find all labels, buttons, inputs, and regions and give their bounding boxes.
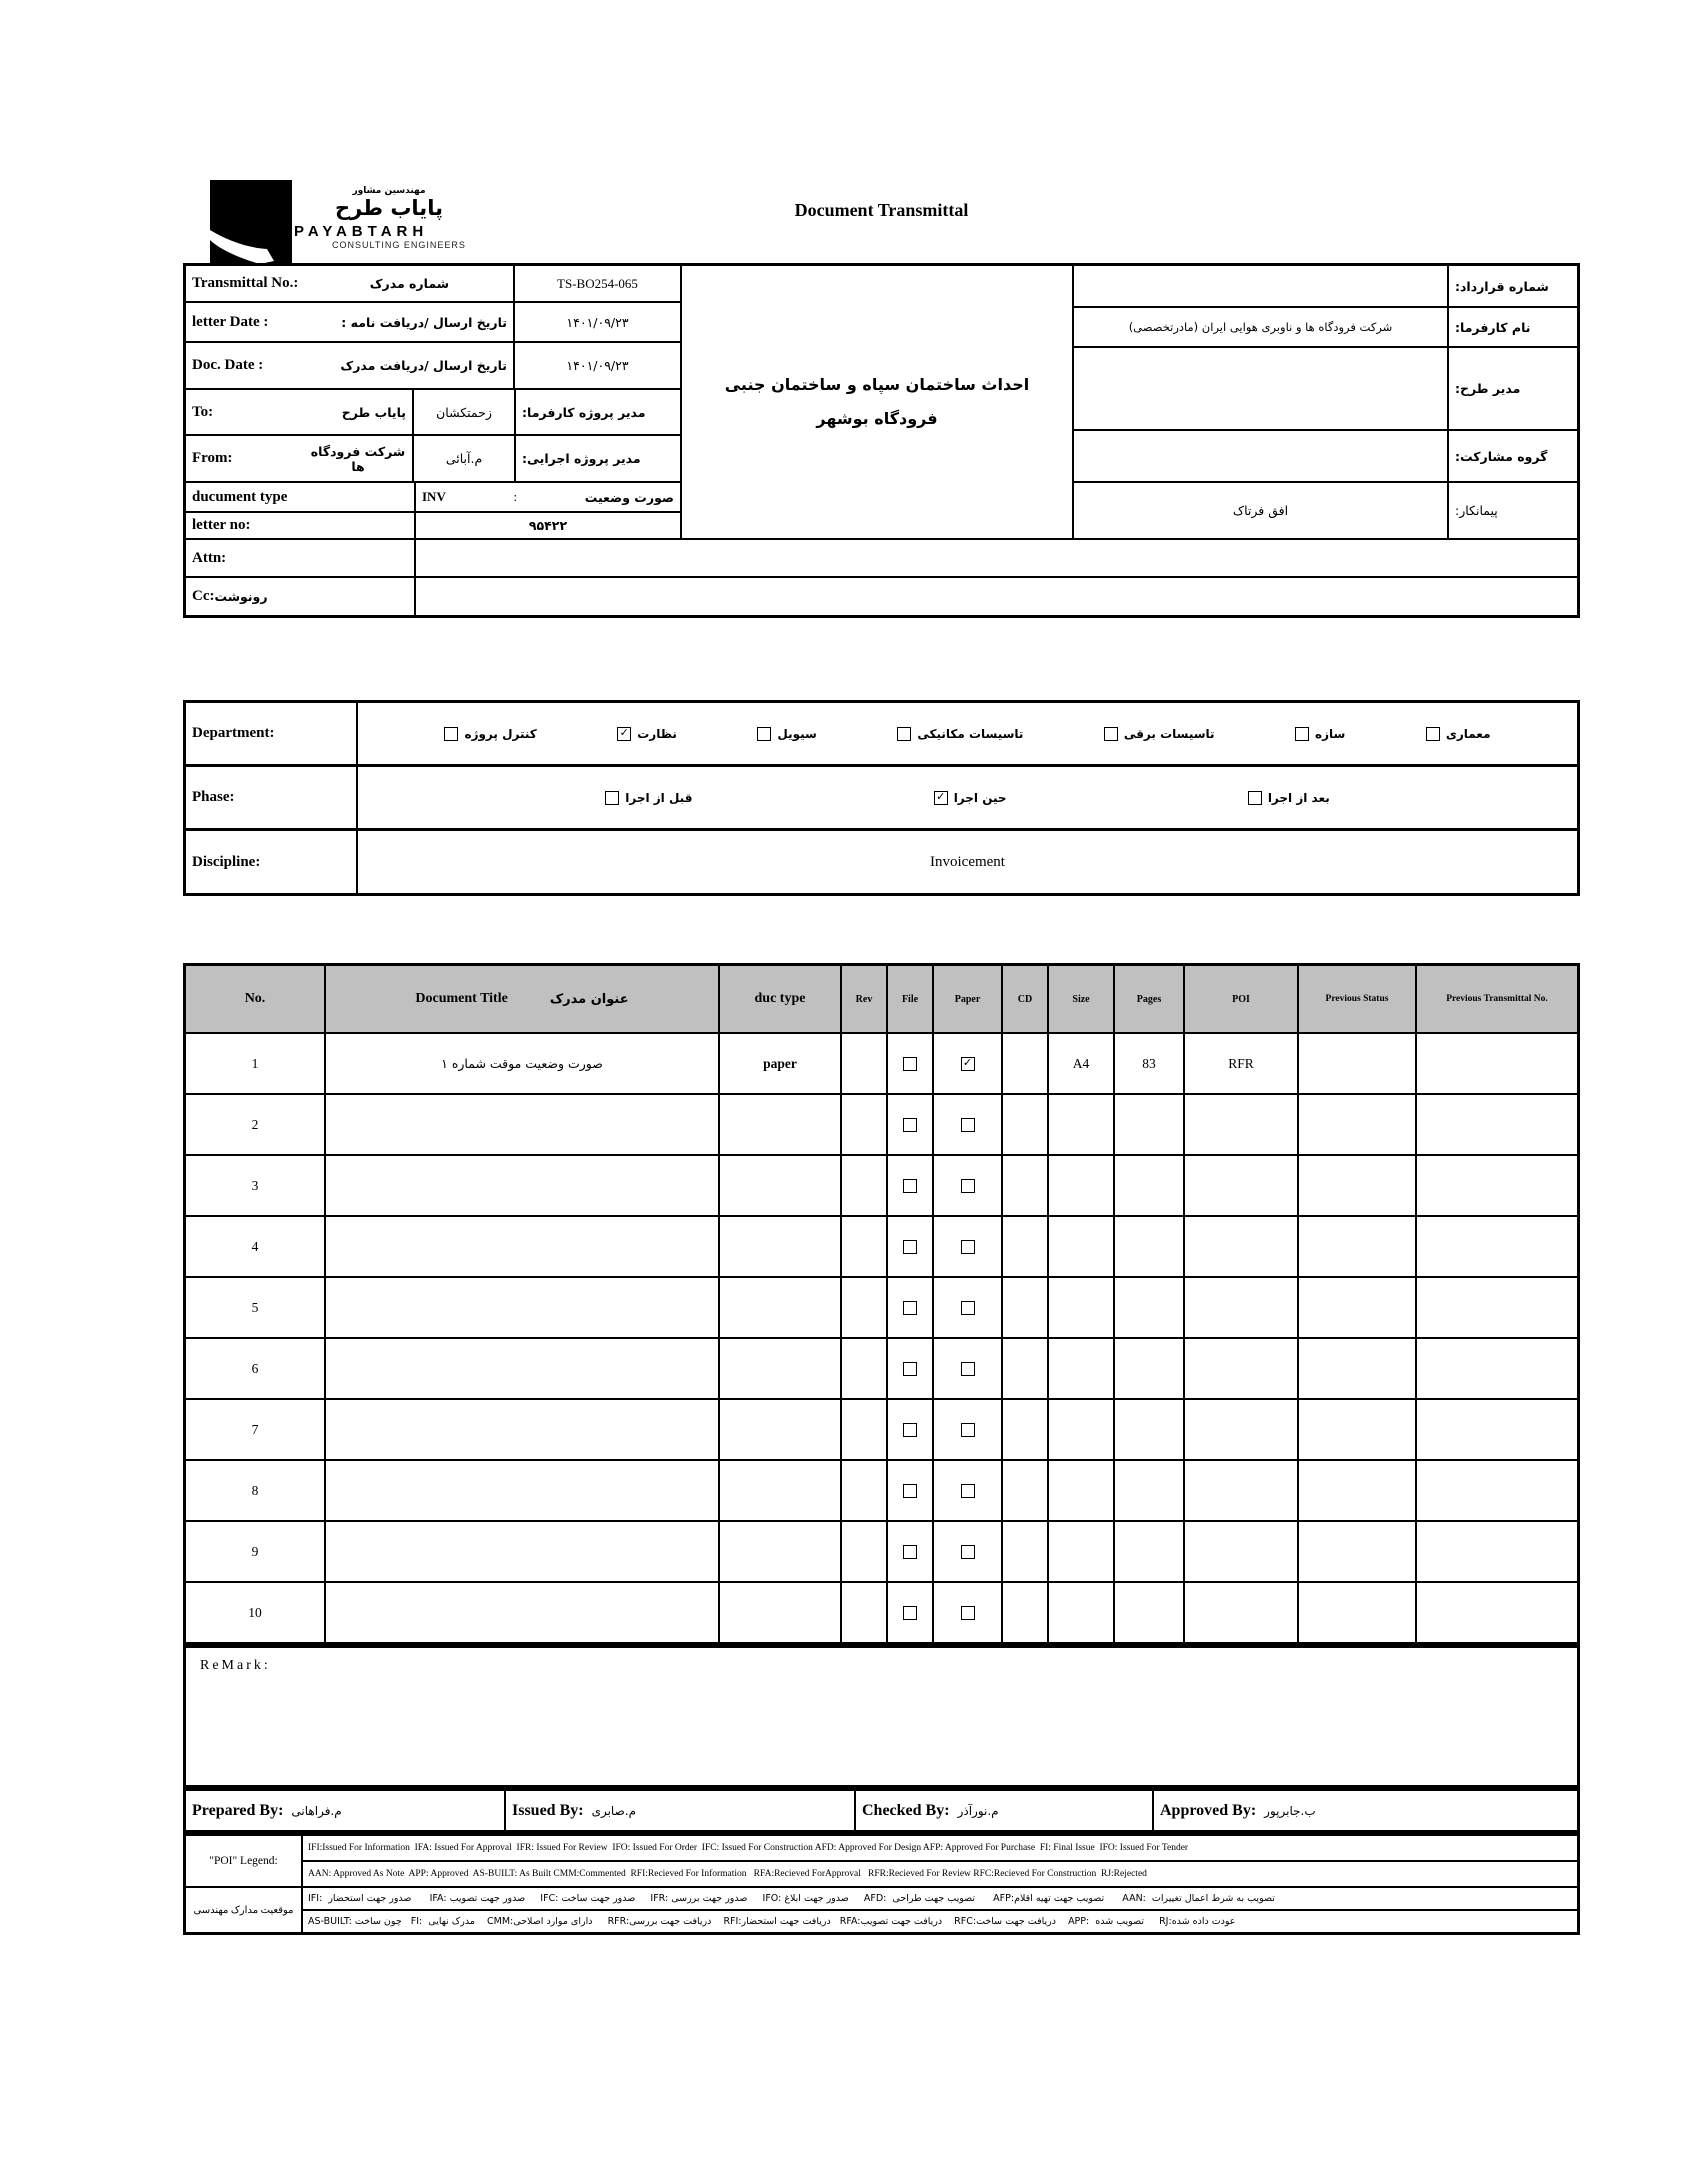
row-title: صورت وضعیت موقت شماره ۱: [326, 1034, 718, 1093]
department-checkbox-architecture[interactable]: [1426, 727, 1440, 741]
letter-date-label-en: letter Date :: [192, 313, 269, 330]
phase-item-after-execution: بعد از اجرا: [1248, 791, 1330, 805]
doc-date-value: ۱۴۰۱/۰۹/۲۳: [515, 343, 680, 388]
department-label: Department:: [192, 725, 275, 741]
table-row-8: [186, 1461, 1577, 1520]
prepared-by-cell: Prepared By: م.فراهانی: [186, 1791, 504, 1830]
attn-value: [416, 540, 1577, 576]
checked-by-cell: Checked By: م.نورآذر: [856, 1791, 1152, 1830]
document-table: [183, 963, 1580, 1645]
file-checkbox[interactable]: [903, 1484, 917, 1498]
issued-by-cell: Issued By: م.صابری: [506, 1791, 854, 1830]
contractor-value: افق فرتاک: [1074, 483, 1447, 538]
document-type-row: [186, 483, 680, 511]
phase-checkbox-after-execution[interactable]: [1248, 791, 1262, 805]
department-item-supervision: ✓ نظارت: [617, 727, 677, 741]
letter-no-label: letter no:: [192, 517, 251, 533]
table-row-6: [186, 1339, 1577, 1398]
client-name-label: نام کارفرما:: [1449, 308, 1577, 346]
issued-by-name: م.صابری: [591, 1803, 637, 1818]
row-title: [326, 1461, 718, 1520]
department-checkbox-mechanical[interactable]: [897, 727, 911, 741]
department-item-mechanical: تاسیسات مکانیکی: [897, 727, 1023, 741]
from-value: شرکت فرودگاه ها: [310, 443, 406, 474]
row-no: 10: [186, 1583, 324, 1642]
document-type-value-fa: صورت وضعیت: [584, 489, 674, 505]
paper-checkbox[interactable]: [961, 1484, 975, 1498]
paper-checkbox[interactable]: [961, 1057, 975, 1071]
header-pages: Pages: [1115, 966, 1183, 1032]
row-title: [326, 1522, 718, 1581]
table-row-5: [186, 1278, 1577, 1337]
file-checkbox[interactable]: [903, 1179, 917, 1193]
department-item-control-project: کنترل پروژه: [444, 727, 536, 741]
department-checkbox-structure[interactable]: [1295, 727, 1309, 741]
document-table-header: [186, 966, 1577, 1032]
document-type-separator: :: [513, 489, 518, 504]
paper-checkbox[interactable]: [961, 1240, 975, 1254]
row-rev: [842, 1034, 886, 1093]
table-row-10: [186, 1583, 1577, 1642]
to-label: To:: [192, 403, 214, 420]
contract-no-label: شماره قرارداد:: [1449, 266, 1577, 306]
jv-group-row: [1074, 431, 1577, 481]
letter-no-row: [186, 513, 680, 538]
legend-table: [183, 1833, 1580, 1935]
row-cd: [1003, 1034, 1047, 1093]
department-item-structure: سازه: [1295, 727, 1345, 741]
paper-checkbox[interactable]: [961, 1423, 975, 1437]
row-no: 4: [186, 1217, 324, 1276]
row-title: [326, 1217, 718, 1276]
file-checkbox[interactable]: [903, 1057, 917, 1071]
doc-date-row: [186, 343, 680, 388]
design-manager-value: [1074, 348, 1447, 429]
paper-checkbox[interactable]: [961, 1179, 975, 1193]
department-item-electrical: تاسیسات برقی: [1104, 727, 1215, 741]
legend-persian-line-1: IFI: صدور جهت استحضار IFA: صدور جهت تصویب IFC: صدور جهت ساخت IFR: صدور جهت بررسی IFO: صدور جهت ابلاغ AFD: تصویب جهت طراحی AFP:تصویب جهت تهیه اقلام AAN: تصویب به شرط اعمال تغییرات: [303, 1888, 1577, 1909]
row-title: [326, 1400, 718, 1459]
department-row: [186, 703, 1577, 764]
header-size: Size: [1049, 966, 1113, 1032]
exec-pm-label: مدیر پروژه اجرایی:: [516, 436, 680, 481]
letter-date-row: [186, 303, 680, 341]
discipline-row: [186, 831, 1577, 893]
doc-date-label-fa: تاریخ ارسال /دریافت مدرک: [340, 358, 507, 373]
legend-english-line-1: IFI:Issued For Information IFA: Issued For Approval IFR: Issued For Review IFO: Issued For Order IFC: Issued For Construction AFD: Approved For Design AFP: Approved For Purchase FI: Final Issue IFO: Issued For Tender: [303, 1836, 1577, 1860]
payabtarh-logo-icon: [210, 180, 292, 266]
paper-checkbox[interactable]: [961, 1118, 975, 1132]
file-checkbox[interactable]: [903, 1606, 917, 1620]
project-title: احداث ساختمان سپاه و ساختمان جنبی فرودگاه بوشهر: [682, 266, 1072, 538]
letter-date-value: ۱۴۰۱/۰۹/۲۳: [515, 303, 680, 341]
transmittal-no-label-en: Transmittal No.:: [192, 275, 299, 291]
row-no: 9: [186, 1522, 324, 1581]
row-no: 6: [186, 1339, 324, 1398]
row-prev-transmittal: [1417, 1034, 1577, 1093]
cc-row: [186, 578, 1577, 615]
poi-legend-label: "POI" Legend:: [186, 1836, 301, 1886]
document-type-label: ducument type: [192, 488, 288, 505]
header-duc-type: duc type: [720, 966, 840, 1032]
contractor-label: پیمانکار:: [1449, 483, 1577, 538]
table-row-9: [186, 1522, 1577, 1581]
doc-date-label-en: Doc. Date :: [192, 357, 264, 373]
logo: [210, 180, 484, 266]
file-checkbox[interactable]: [903, 1362, 917, 1376]
contractor-row: [1074, 483, 1577, 538]
cc-value: [416, 578, 1577, 615]
contract-no-row: [1074, 266, 1577, 306]
row-duc-type: paper: [720, 1034, 840, 1093]
department-item-civil: سیویل: [757, 727, 816, 741]
row-pages: 83: [1115, 1034, 1183, 1093]
discipline-label: Discipline:: [192, 853, 261, 870]
cc-label: Cc:: [192, 588, 215, 604]
header-poi: POI: [1185, 966, 1297, 1032]
header-paper: Paper: [934, 966, 1001, 1032]
department-checkbox-control-project[interactable]: [444, 727, 458, 741]
row-title: [326, 1095, 718, 1154]
legend-persian-line-2: AS-BUILT: چون ساخت FI: مدرک نهایی CMM:دارای موارد اصلاحی RFR:دریافت جهت بررسی RFI:دریافت جهت استحضار RFA:دریافت جهت تصویب RFC:دریافت جهت ساخت APP: تصویب شده RJ:عودت داده شده: [303, 1911, 1577, 1932]
row-no: 8: [186, 1461, 324, 1520]
phase-label: Phase:: [192, 789, 235, 805]
row-no: 5: [186, 1278, 324, 1337]
file-checkbox[interactable]: [903, 1118, 917, 1132]
header-document-title: Document Title عنوان مدرک: [326, 966, 718, 1032]
approved-by-name: ب.جابرپور: [1264, 1803, 1316, 1818]
remark-box: [183, 1645, 1580, 1788]
department-item-architecture: معماری: [1426, 727, 1491, 741]
table-row-2: [186, 1095, 1577, 1154]
page-title: Document Transmittal: [794, 200, 969, 220]
row-no: 7: [186, 1400, 324, 1459]
row-title: [326, 1583, 718, 1642]
header-cd: CD: [1003, 966, 1047, 1032]
exec-pm-name: م.آبائی: [414, 436, 514, 481]
jv-group-label: گروه مشارکت:: [1449, 431, 1577, 481]
file-checkbox[interactable]: [903, 1423, 917, 1437]
remark-label: ReMark:: [200, 1658, 271, 1673]
phase-checkbox-during-execution[interactable]: [934, 791, 948, 805]
logo-fa-name: پایاب طرح: [335, 196, 443, 220]
row-size: A4: [1049, 1034, 1113, 1093]
transmittal-no-label-fa: شماره مدرک: [369, 276, 449, 291]
client-name-row: [1074, 308, 1577, 346]
row-title: [326, 1156, 718, 1215]
header-file: File: [888, 966, 932, 1032]
phase-item-during-execution: ✓ حین اجرا: [934, 791, 1007, 805]
from-label: From:: [192, 450, 233, 466]
transmittal-no-value: TS-BO254-065: [515, 266, 680, 301]
file-checkbox[interactable]: [903, 1301, 917, 1315]
phase-checkbox-before-execution[interactable]: [605, 791, 619, 805]
discipline-value: Invoicement: [930, 853, 1005, 870]
department-checkbox-electrical[interactable]: [1104, 727, 1118, 741]
letter-date-label-fa: تاریخ ارسال /دریافت نامه :: [341, 314, 507, 330]
to-value: پایاب طرح: [341, 404, 406, 420]
table-row-7: [186, 1400, 1577, 1459]
row-poi: RFR: [1185, 1034, 1297, 1093]
legend-fa-label: موقعیت مدارک مهندسی: [186, 1888, 301, 1932]
row-no: 2: [186, 1095, 324, 1154]
transmittal-info-table: [183, 263, 1580, 618]
checked-by-name: م.نورآذر: [957, 1803, 999, 1818]
to-row: [186, 390, 680, 434]
from-row: [186, 436, 680, 481]
header-previous-transmittal: Previous Transmittal No.: [1417, 966, 1577, 1032]
letter-no-value: ۹۵۴۲۲: [416, 513, 680, 538]
paper-checkbox[interactable]: [961, 1301, 975, 1315]
paper-checkbox[interactable]: [961, 1545, 975, 1559]
paper-checkbox[interactable]: [961, 1606, 975, 1620]
classification-table: [183, 700, 1580, 896]
table-row-1: [186, 1034, 1577, 1093]
department-checkbox-supervision[interactable]: [617, 727, 631, 741]
prepared-by-name: م.فراهانی: [291, 1803, 342, 1818]
jv-group-value: [1074, 431, 1447, 481]
table-row-4: [186, 1217, 1577, 1276]
client-pm-name: زحمتکشان: [414, 390, 514, 434]
file-checkbox[interactable]: [903, 1240, 917, 1254]
phase-item-before-execution: قبل از اجرا: [605, 791, 692, 805]
client-pm-label: مدیر پروژه کارفرما:: [516, 390, 680, 434]
logo-en-name: PAYABTARH: [294, 223, 429, 241]
approved-by-cell: Approved By: ب.جابرپور: [1154, 1791, 1577, 1830]
file-checkbox[interactable]: [903, 1545, 917, 1559]
attn-row: [186, 540, 1577, 576]
design-manager-row: [1074, 348, 1577, 429]
row-title: [326, 1339, 718, 1398]
document-type-value: INV: [422, 489, 446, 504]
contract-no-value: [1074, 266, 1447, 306]
client-name-value: شرکت فرودگاه ها و ناوبری هوایی ایران (مادرتخصصی): [1074, 308, 1447, 346]
header-rev: Rev: [842, 966, 886, 1032]
logo-en-tagline: CONSULTING ENGINEERS: [332, 240, 466, 251]
header-no: No.: [186, 966, 324, 1032]
legend-english-line-2: AAN: Approved As Note APP: Approved AS-BUILT: As Built CMM:Commented RFI:Recieved For Information RFA:Recieved ForApproval RFR:Recieved For Review RFC:Recieved For Construction RJ:Rejected: [303, 1862, 1577, 1886]
logo-fa-tagline: مهندسین مشاور: [352, 186, 426, 196]
row-no: 3: [186, 1156, 324, 1215]
header-previous-status: Previous Status: [1299, 966, 1415, 1032]
row-no: 1: [186, 1034, 324, 1093]
row-title: [326, 1278, 718, 1337]
paper-checkbox[interactable]: [961, 1362, 975, 1376]
phase-row: [186, 767, 1577, 828]
design-manager-label: مدیر طرح:: [1449, 348, 1577, 429]
table-row-3: [186, 1156, 1577, 1215]
signature-row: [183, 1788, 1580, 1833]
cc-label-fa: رونوشت: [214, 589, 268, 604]
row-prev-status: [1299, 1034, 1415, 1093]
attn-label: Attn:: [192, 549, 227, 566]
department-checkbox-civil[interactable]: [757, 727, 771, 741]
transmittal-no-row: [186, 266, 680, 301]
